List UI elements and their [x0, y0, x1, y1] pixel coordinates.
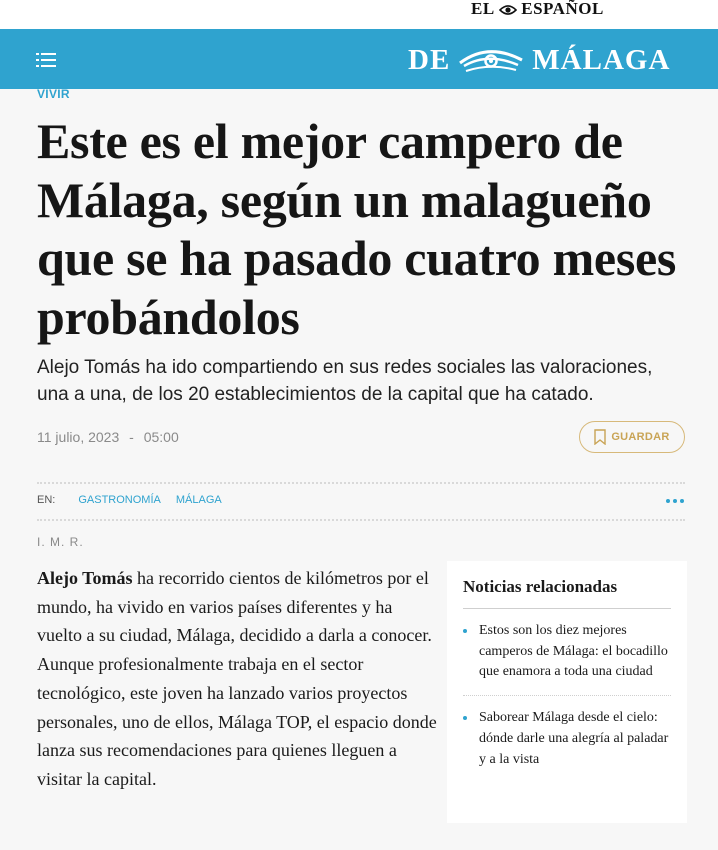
el-espanol-logo[interactable] [471, 0, 604, 20]
eye-logo-icon [458, 46, 524, 74]
site-header [0, 29, 718, 89]
divider-bottom [37, 519, 685, 521]
article-headline: Este es el mejor campero de Málaga, según un malagueño que se ha pasado cuatro meses probándolos [37, 113, 677, 345]
tag-malaga[interactable]: MÁLAGA [175, 494, 222, 506]
bullet-icon [463, 629, 467, 633]
logo-text-de: DE [408, 43, 451, 76]
related-link-1[interactable] [463, 621, 671, 683]
related-divider [463, 695, 671, 696]
related-link-text: Estos son los diez mejores camperos de Málaga: el bocadillo que enamora a toda una ciudad [479, 623, 668, 680]
divider-top [37, 482, 685, 484]
date-text: 11 julio, 2023 [37, 429, 120, 445]
related-link-text: Saborear Málaga desde el cielo: dónde darle una alegría al paladar y a la vista [479, 710, 669, 767]
logo-text-el: EL [471, 0, 494, 18]
top-bar [0, 0, 718, 29]
eye-logo-icon [499, 4, 517, 16]
related-link-2[interactable] [463, 708, 671, 770]
article-subtitle: Alejo Tomás ha ido compartiendo en sus redes sociales las valoraciones, una a una, de los 20 establecimientos de la capital que ha catado. [37, 357, 653, 405]
publish-date [37, 429, 179, 445]
tags-row [37, 494, 237, 506]
related-news-box [447, 561, 687, 823]
body-text: ha recorrido cientos de kilómetros por el mundo, ha vivido en varios países diferentes y ha vuelto a su ciudad, Málaga, decidido a darla a conocer. Aunque profesionalmente trabaja en el sector tecnológico, este joven ha lanzado varios proyectos personales, uno de ellos, Málaga TOP, el espacio donde lanza sus recomendaciones para quienes lleguen a visitar la capital. [37, 568, 437, 789]
logo-text-malaga: MÁLAGA [532, 43, 671, 76]
tags-prefix: EN: [37, 494, 56, 506]
de-malaga-logo[interactable] [408, 43, 670, 77]
section-label[interactable]: VIVIR [37, 87, 70, 101]
logo-text-espanol: ESPAÑOL [521, 0, 604, 18]
save-button[interactable] [579, 421, 685, 453]
time-text: 05:00 [143, 429, 179, 445]
bullet-icon [463, 716, 467, 720]
bookmark-icon [594, 429, 606, 445]
article-body [37, 564, 437, 794]
hamburger-menu-icon[interactable] [36, 52, 56, 68]
date-separator: - [129, 429, 134, 445]
author-byline: I. M. R. [37, 535, 84, 549]
tag-gastronomia[interactable]: GASTRONOMÍA [78, 494, 161, 506]
save-label: GUARDAR [611, 431, 670, 443]
more-options-icon[interactable] [666, 499, 684, 503]
body-bold-name: Alejo Tomás [37, 568, 133, 588]
related-title: Noticias relacionadas [463, 577, 671, 609]
